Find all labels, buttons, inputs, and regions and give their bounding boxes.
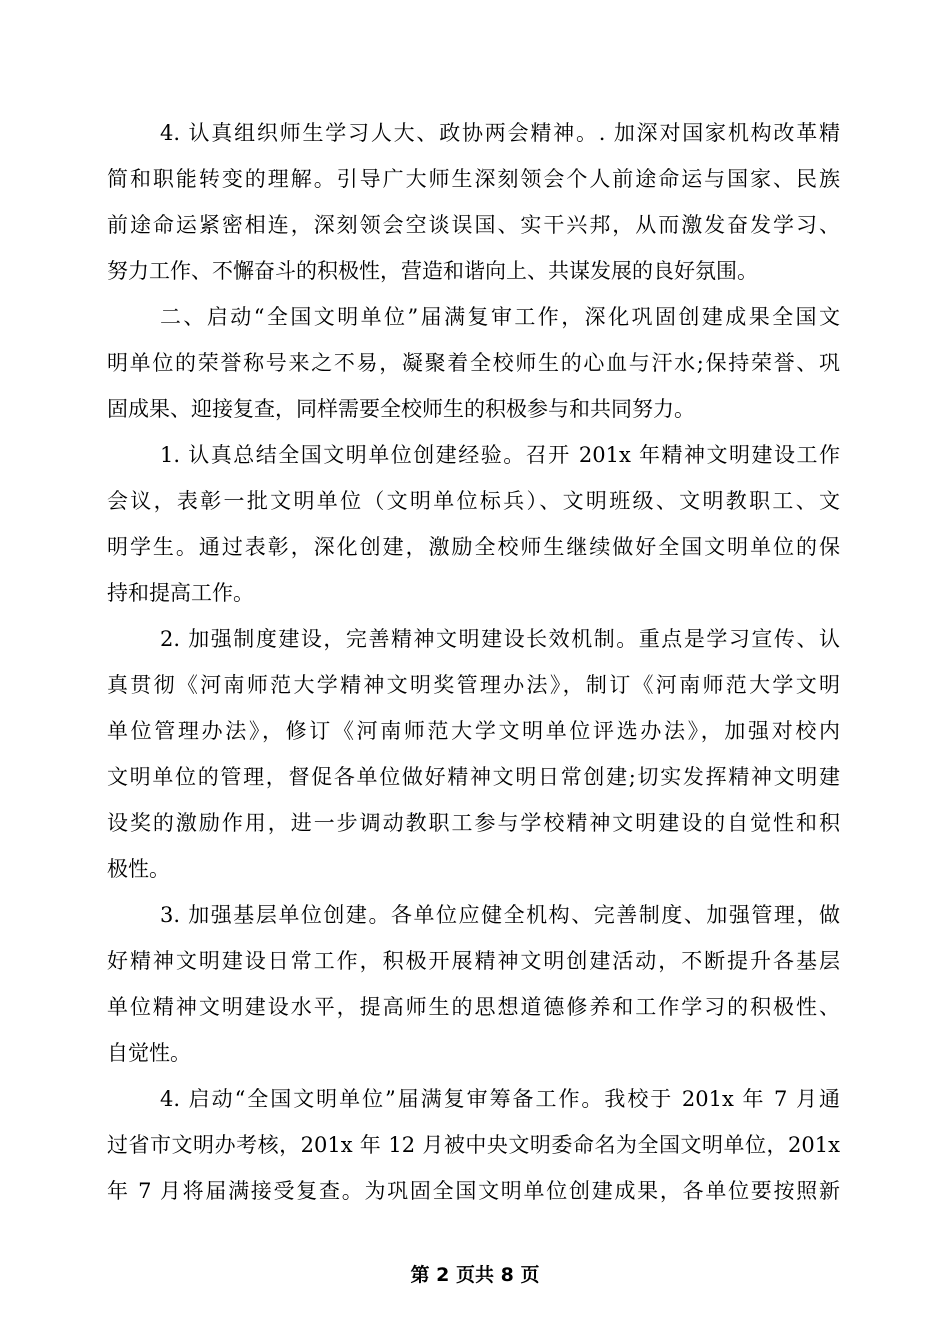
text-line: 固成果、迎接复查，同样需要全校师生的积极参与和共同努力。 bbox=[107, 397, 695, 421]
text-line: 持和提高工作。 bbox=[107, 581, 254, 605]
text-line: 自觉性。 bbox=[107, 1041, 191, 1065]
text-line: 2. 加强制度建设，完善精神文明建设长效机制。重点是学习宣传、认 bbox=[160, 627, 840, 651]
text-line: 4. 认真组织师生学习人大、政协两会精神。. 加深对国家机构改革精 bbox=[160, 121, 840, 145]
text-line: 会议，表彰一批文明单位（文明单位标兵）、文明班级、文明教职工、文 bbox=[107, 489, 840, 513]
text-line: 单位精神文明建设水平，提高师生的思想道德修养和工作学习的积极性、 bbox=[107, 995, 840, 1019]
text-line: 3. 加强基层单位创建。各单位应健全机构、完善制度、加强管理，做 bbox=[160, 903, 840, 927]
text-line: 明学生。通过表彰，深化创建，激励全校师生继续做好全国文明单位的保 bbox=[107, 535, 840, 559]
text-line: 1. 认真总结全国文明单位创建经验。召开 201x 年精神文明建设工作 bbox=[160, 443, 840, 467]
text-line: 努力工作、不懈奋斗的积极性，营造和谐向上、共谋发展的良好氛围。 bbox=[107, 259, 758, 283]
text-line: 好精神文明建设日常工作，积极开展精神文明创建活动，不断提升各基层 bbox=[107, 949, 840, 973]
text-line: 真贯彻《河南师范大学精神文明奖管理办法》，制订《河南师范大学文明 bbox=[107, 673, 840, 697]
text-line: 文明单位的管理，督促各单位做好精神文明日常创建;切实发挥精神文明建 bbox=[107, 765, 840, 789]
text-line: 单位管理办法》，修订《河南师范大学文明单位评选办法》，加强对校内 bbox=[107, 719, 840, 743]
text-line: 4. 启动“全国文明单位”届满复审筹备工作。我校于 201x 年 7 月通 bbox=[160, 1087, 840, 1111]
text-line: 简和职能转变的理解。引导广大师生深刻领会个人前途命运与国家、民族 bbox=[107, 167, 840, 191]
text-line: 极性。 bbox=[107, 857, 170, 881]
text-line: 年 7 月将届满接受复查。为巩固全国文明单位创建成果，各单位要按照新 bbox=[107, 1179, 840, 1203]
page-number-footer: 第 2 页共 8 页 bbox=[410, 1264, 540, 1286]
text-line: 前途命运紧密相连，深刻领会空谈误国、实干兴邦，从而激发奋发学习、 bbox=[107, 213, 840, 237]
text-line: 过省市文明办考核，201x 年 12 月被中央文明委命名为全国文明单位，201x bbox=[107, 1133, 840, 1157]
text-line: 明单位的荣誉称号来之不易，凝聚着全校师生的心血与汗水;保持荣誉、巩 bbox=[107, 351, 840, 375]
text-line: 二、启动“全国文明单位”届满复审工作，深化巩固创建成果全国文 bbox=[160, 305, 840, 329]
text-line: 设奖的激励作用，进一步调动教职工参与学校精神文明建设的自觉性和积 bbox=[107, 811, 840, 835]
